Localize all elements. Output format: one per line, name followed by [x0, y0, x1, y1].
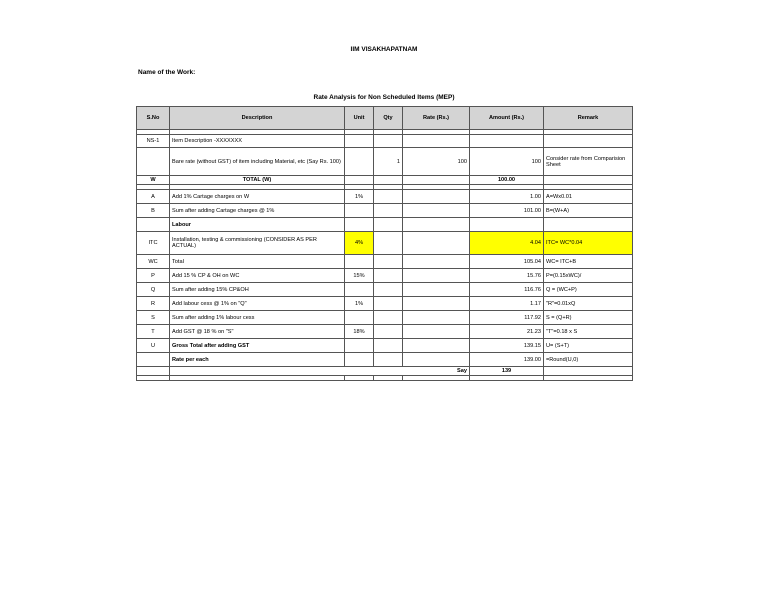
- amount-cell: 139.15: [470, 339, 544, 353]
- unit-cell: 18%: [345, 325, 374, 339]
- remark-cell: B=(W+A): [544, 204, 633, 218]
- amount-cell: 117.92: [470, 311, 544, 325]
- description-cell: Gross Total after adding GST: [170, 339, 345, 353]
- name-of-work-label: Name of the Work:: [138, 69, 196, 76]
- amount-cell: 15.76: [470, 269, 544, 283]
- table-row: [137, 135, 633, 148]
- rate-analysis-table: [136, 106, 633, 381]
- sno-cell: W: [137, 176, 170, 185]
- description-cell: Bare rate (without GST) of item including Material, etc (Say Rs. 100): [170, 148, 345, 176]
- unit-cell: 1%: [345, 297, 374, 311]
- remark-cell: S = (Q+R): [544, 311, 633, 325]
- table-row: [137, 232, 633, 255]
- table-row: [137, 148, 633, 176]
- document-title: IIM VISAKHAPATNAM: [350, 46, 418, 53]
- sno-cell: R: [137, 297, 170, 311]
- description-cell: Installation, testing & commissioning (CONSIDER AS PER ACTUAL): [170, 232, 345, 255]
- remark-cell: ITC= WC*0.04: [544, 232, 633, 255]
- table-row: [137, 283, 633, 297]
- table-title: Rate Analysis for Non Scheduled Items (MEP): [313, 94, 455, 101]
- amount-cell: 1.17: [470, 297, 544, 311]
- table-row: [137, 176, 633, 185]
- description-cell: Item Description -XXXXXXX: [170, 135, 345, 148]
- amount-cell: 105.04: [470, 255, 544, 269]
- sno-cell: S: [137, 311, 170, 325]
- table-row: [137, 190, 633, 204]
- col-amount-header: Amount (Rs.): [470, 107, 544, 130]
- col-sno-header: S.No: [137, 107, 170, 130]
- say-label: Say: [170, 367, 470, 376]
- description-cell: Add 15 % CP & OH on WC: [170, 269, 345, 283]
- table-row: [137, 353, 633, 367]
- table-row: [137, 311, 633, 325]
- unit-cell: 1%: [345, 190, 374, 204]
- amount-cell: 1.00: [470, 190, 544, 204]
- table-row: [137, 204, 633, 218]
- col-unit-header: Unit: [345, 107, 374, 130]
- col-rate-header: Rate (Rs.): [403, 107, 470, 130]
- table-row: [137, 218, 633, 232]
- description-cell: Sum after adding 1% labour cess: [170, 311, 345, 325]
- col-remark-header: Remark: [544, 107, 633, 130]
- remark-cell: WC= ITC+B: [544, 255, 633, 269]
- sno-cell: WC: [137, 255, 170, 269]
- remark-cell: =Round(U,0): [544, 353, 633, 367]
- description-cell: TOTAL (W): [170, 176, 345, 185]
- sno-cell: Q: [137, 283, 170, 297]
- say-amount: 139: [470, 367, 544, 376]
- table-row: [137, 339, 633, 353]
- sno-cell: B: [137, 204, 170, 218]
- sno-cell: P: [137, 269, 170, 283]
- col-qty-header: Qty: [374, 107, 403, 130]
- amount-cell: 4.04: [470, 232, 544, 255]
- table-row: [137, 269, 633, 283]
- description-cell: Labour: [170, 218, 345, 232]
- amount-cell: 116.76: [470, 283, 544, 297]
- sno-cell: U: [137, 339, 170, 353]
- remark-cell: "R"=0.01xQ: [544, 297, 633, 311]
- amount-cell: 101.00: [470, 204, 544, 218]
- table-row: [137, 325, 633, 339]
- description-cell: Add 1% Cartage charges on W: [170, 190, 345, 204]
- say-row: [137, 367, 633, 376]
- sno-cell: ITC: [137, 232, 170, 255]
- sno-cell: A: [137, 190, 170, 204]
- table-row: [137, 255, 633, 269]
- amount-cell: 100: [470, 148, 544, 176]
- amount-cell: 100.00: [470, 176, 544, 185]
- spacer-row: [137, 376, 633, 381]
- header-row: [137, 107, 633, 130]
- table-row: [137, 297, 633, 311]
- description-cell: Total: [170, 255, 345, 269]
- unit-cell: 15%: [345, 269, 374, 283]
- description-cell: Add labour cess @ 1% on "Q": [170, 297, 345, 311]
- rate-cell: 100: [403, 148, 470, 176]
- remark-cell: A=Wx0.01: [544, 190, 633, 204]
- col-description-header: Description: [170, 107, 345, 130]
- amount-cell: 139.00: [470, 353, 544, 367]
- description-cell: Sum after adding 15% CP&OH: [170, 283, 345, 297]
- description-cell: Sum after adding Cartage charges @ 1%: [170, 204, 345, 218]
- amount-cell: 21.23: [470, 325, 544, 339]
- remark-cell: "T"=0.18 x S: [544, 325, 633, 339]
- description-cell: Add GST @ 18 % on "S": [170, 325, 345, 339]
- remark-cell: Q = (WC+P): [544, 283, 633, 297]
- qty-cell: 1: [374, 148, 403, 176]
- sno-cell: T: [137, 325, 170, 339]
- sno-cell: NS-1: [137, 135, 170, 148]
- remark-cell: Consider rate from Comparision Sheet: [544, 148, 633, 176]
- unit-cell: 4%: [345, 232, 374, 255]
- description-cell: Rate per each: [170, 353, 345, 367]
- remark-cell: P=(0.15xWC)/: [544, 269, 633, 283]
- remark-cell: U= (S+T): [544, 339, 633, 353]
